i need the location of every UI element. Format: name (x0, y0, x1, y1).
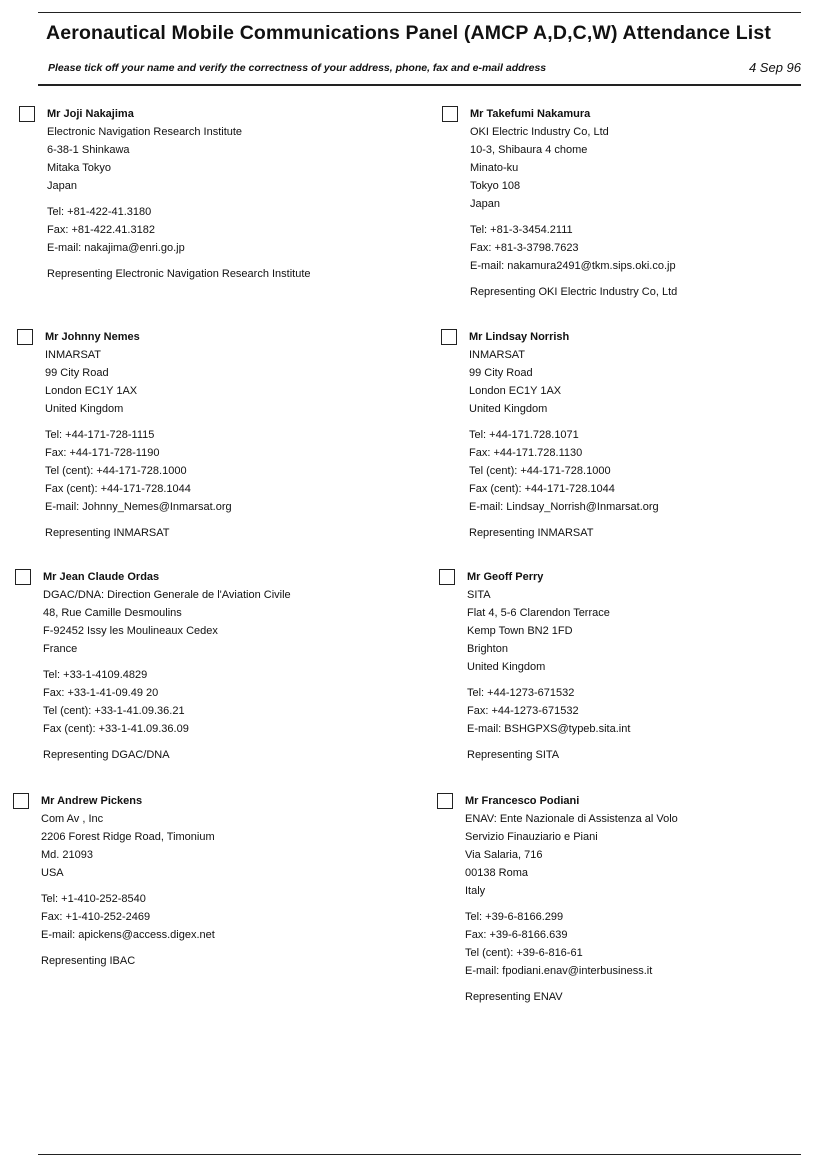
attendee-name: Mr Lindsay Norrish (469, 331, 570, 343)
contact-line: Fax: +1-410-252-2469 (41, 911, 151, 923)
contact-line: E-mail: nakamura2491@tkm.sips.oki.co.jp (470, 260, 676, 272)
address-line: 48, Rue Camille Desmoulins (43, 607, 182, 619)
address-line: France (43, 643, 78, 655)
representing-line: Representing SITA (467, 749, 560, 761)
contact-line: Fax: +39-6-8166.639 (465, 929, 568, 941)
attendee-entry (469, 328, 659, 542)
attendee-entry (467, 568, 630, 764)
representing-line: Representing ENAV (465, 991, 563, 1003)
attendee-name: Mr Geoff Perry (467, 571, 544, 583)
address-line: Via Salaria, 716 (465, 849, 543, 861)
contact-line: Tel: +44-171.728.1071 (469, 429, 579, 441)
attendee-name: Mr Andrew Pickens (41, 795, 143, 807)
contact-line: Tel (cent): +44-171-728.1000 (469, 465, 611, 477)
contact-line: E-mail: apickens@access.digex.net (41, 929, 215, 941)
contact-line: Fax: +44-1273-671532 (467, 705, 579, 717)
contact-line: Tel: +81-422-41.3180 (47, 206, 152, 218)
attendance-checkbox[interactable] (439, 569, 455, 585)
address-line: 99 City Road (45, 367, 109, 379)
attendee-name: Mr Johnny Nemes (45, 331, 140, 343)
contact-line: E-mail: Johnny_Nemes@Inmarsat.org (45, 501, 232, 513)
address-line: Flat 4, 5-6 Clarendon Terrace (467, 607, 610, 619)
address-line: Servizio Finauziario e Piani (465, 831, 598, 843)
contact-line: Tel: +44-1273-671532 (467, 687, 575, 699)
address-line: United Kingdom (45, 403, 124, 415)
attendance-checkbox[interactable] (17, 329, 33, 345)
contact-line: Fax: +44-171.728.1130 (469, 447, 583, 459)
contact-line: Fax (cent): +44-171-728.1044 (45, 483, 191, 495)
address-line: Japan (470, 198, 500, 210)
address-line: INMARSAT (469, 349, 526, 361)
representing-line: Representing INMARSAT (469, 527, 594, 539)
contact-line: Fax: +81-3-3798.7623 (470, 242, 579, 254)
attendee-name: Mr Takefumi Nakamura (470, 108, 591, 120)
attendance-checkbox[interactable] (442, 106, 458, 122)
contact-line: E-mail: fpodiani.enav@interbusiness.it (465, 965, 653, 977)
contact-line: Tel: +39-6-8166.299 (465, 911, 564, 923)
address-line: Mitaka Tokyo (47, 162, 111, 174)
address-line: Italy (465, 885, 486, 897)
address-line: United Kingdom (467, 661, 546, 673)
attendee-entry (47, 105, 311, 283)
attendee-name: Mr Joji Nakajima (47, 108, 134, 120)
contact-line: Fax (cent): +33-1-41.09.36.09 (43, 723, 189, 735)
address-line: 99 City Road (469, 367, 533, 379)
representing-line: Representing DGAC/DNA (43, 749, 170, 761)
contact-line: Fax: +81-422.41.3182 (47, 224, 155, 236)
contact-line: E-mail: Lindsay_Norrish@Inmarsat.org (469, 501, 659, 513)
representing-line: Representing INMARSAT (45, 527, 170, 539)
attendee-entry (465, 792, 678, 1006)
contact-line: Fax: +33-1-41-09.49 20 (43, 687, 159, 699)
attendance-checkbox[interactable] (441, 329, 457, 345)
address-line: SITA (467, 589, 491, 601)
address-line: Kemp Town BN2 1FD (467, 625, 573, 637)
instruction-text: Please tick off your name and verify the correctness of your address, phone, fax and e-mail address (48, 62, 547, 74)
attendee-entry (41, 792, 215, 970)
address-line: OKI Electric Industry Co, Ltd (470, 126, 609, 138)
contact-line: Tel (cent): +33-1-41.09.36.21 (43, 705, 185, 717)
bottom-rule (38, 1154, 801, 1155)
address-line: 6-38-1 Shinkawa (47, 144, 130, 156)
address-line: Brighton (467, 643, 508, 655)
address-line: Electronic Navigation Research Institute (47, 126, 243, 138)
address-line: 00138 Roma (465, 867, 528, 879)
address-line: Com Av , Inc (41, 813, 104, 825)
address-line: United Kingdom (469, 403, 548, 415)
representing-line: Representing OKI Electric Industry Co, Ltd (470, 286, 678, 298)
attendee-name: Mr Francesco Podiani (465, 795, 580, 807)
header-rule (38, 84, 801, 86)
attendance-checkbox[interactable] (437, 793, 453, 809)
contact-line: Fax (cent): +44-171-728.1044 (469, 483, 615, 495)
document-date: 4 Sep 96 (748, 60, 801, 75)
contact-line: E-mail: BSHGPXS@typeb.sita.int (467, 723, 631, 735)
attendance-checkbox[interactable] (19, 106, 35, 122)
address-line: ENAV: Ente Nazionale di Assistenza al Volo (465, 813, 678, 825)
attendee-entry (45, 328, 232, 542)
attendance-checkbox[interactable] (13, 793, 29, 809)
contact-line: Tel (cent): +39-6-816-61 (465, 947, 583, 959)
representing-line: Representing Electronic Navigation Research Institute (47, 268, 311, 280)
contact-line: Tel: +33-1-4109.4829 (43, 669, 148, 681)
contact-line: Tel: +81-3-3454.2111 (470, 224, 573, 236)
contact-line: Tel: +44-171-728-1115 (45, 429, 155, 441)
top-rule (38, 12, 801, 13)
address-line: London EC1Y 1AX (45, 385, 138, 397)
page-title: Aeronautical Mobile Communications Panel (AMCP A,D,C,W) Attendance List (46, 22, 771, 44)
address-line: F-92452 Issy les Moulineaux Cedex (43, 625, 218, 637)
address-line: USA (41, 867, 64, 879)
address-line: 2206 Forest Ridge Road, Timonium (41, 831, 215, 843)
representing-line: Representing IBAC (41, 955, 136, 967)
attendance-checkbox[interactable] (15, 569, 31, 585)
address-line: London EC1Y 1AX (469, 385, 562, 397)
contact-line: Fax: +44-171-728-1190 (45, 447, 160, 459)
contact-line: E-mail: nakajima@enri.go.jp (47, 242, 185, 254)
attendee-name: Mr Jean Claude Ordas (43, 571, 160, 583)
contact-line: Tel: +1-410-252-8540 (41, 893, 146, 905)
address-line: Md. 21093 (41, 849, 93, 861)
address-line: Minato-ku (470, 162, 519, 174)
attendee-entry (470, 105, 677, 301)
address-line: DGAC/DNA: Direction Generale de l'Aviation Civile (43, 589, 291, 601)
address-line: Tokyo 108 (470, 180, 521, 192)
attendee-entry (43, 568, 291, 764)
address-line: 10-3, Shibaura 4 chome (470, 144, 588, 156)
address-line: Japan (47, 180, 77, 192)
address-line: INMARSAT (45, 349, 102, 361)
contact-line: Tel (cent): +44-171-728.1000 (45, 465, 187, 477)
